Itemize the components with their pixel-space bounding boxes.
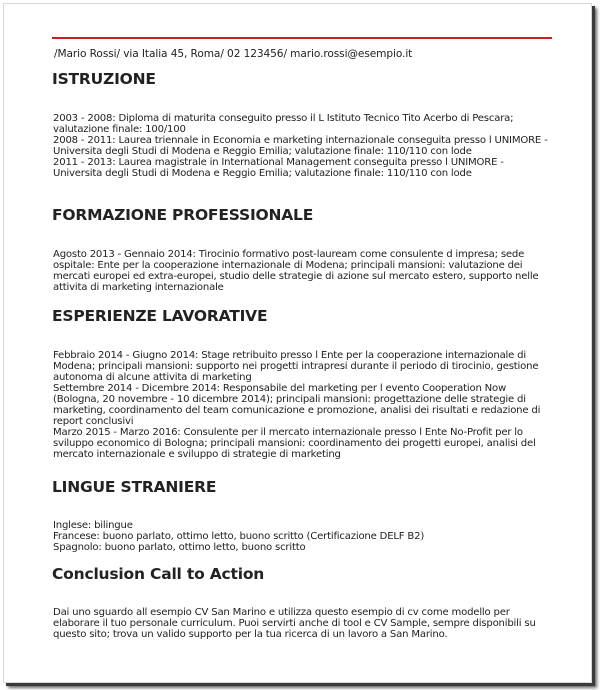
section-title-esperienze: ESPERIENZE LAVORATIVE <box>52 307 268 325</box>
language-entry: Francese: buono parlato, ottimo letto, buono scritto (Certificazione DELF B2) <box>53 531 425 542</box>
training-entry: Agosto 2013 - Gennaio 2014: Tirocinio formativo post-lauream come consulente d impresa; sede ospitale: Ente per la cooperazione internazionale di Modena; principali mansioni: valutazione dei mercati europei ed extra-europei, studio delle strategie di azione sul mercato estero, supporto nelle attivita di marketing internazionale <box>53 249 539 293</box>
section-title-formazione: FORMAZIONE PROFESSIONALE <box>52 206 314 224</box>
section-title-conclusion: Conclusion Call to Action <box>52 565 265 583</box>
section-body-formazione <box>53 249 553 293</box>
work-entry: Marzo 2015 - Marzo 2016: Consulente per il mercato internazionale presso l Ente No-Profit per lo sviluppo economico di Bologna; principali mansioni: coordinamento dei progetti europei, analisi del mercato internazionale e sviluppo di strategie di marketing <box>53 427 536 460</box>
header-divider <box>52 37 552 39</box>
work-entry: Settembre 2014 - Dicembre 2014: Responsabile del marketing per l evento Cooperation Now (Bologna, 20 novembre - 10 dicembre 2014); principali mansioni: progettazione delle strategie di marketing, coordinamento del team comunicazione e promozione, analisi dei risultati e redazione di report conclusivi <box>53 383 541 427</box>
section-body-esperienze <box>53 350 553 460</box>
work-entry: Febbraio 2014 - Giugno 2014: Stage retribuito presso l Ente per la cooperazione internazionale di Modena; principali mansioni: supporto nei progetti intrapresi durante il periodo di tirocinio, gestione autonoma di alcune attivita di marketing <box>53 350 539 383</box>
section-title-istruzione: ISTRUZIONE <box>52 70 156 88</box>
section-title-lingue: LINGUE STRANIERE <box>52 478 217 496</box>
section-body-istruzione <box>53 113 553 179</box>
education-entry: 2008 - 2011: Laurea triennale in Economia e marketing internazionale conseguita presso l UNIMORE - Universita degli Studi di Modena e Reggio Emilia; valutazione finale: 110/110 con lode <box>53 135 548 157</box>
education-entry: 2011 - 2013: Laurea magistrale in International Management conseguita presso l UNIMORE - Universita degli Studi di Modena e Reggio Emilia; valutazione finale: 110/110 con lode <box>53 157 504 179</box>
section-body-lingue <box>53 520 553 553</box>
contact-line: /Mario Rossi/ via Italia 45, Roma/ 02 123456/ mario.rossi@esempio.it <box>54 48 413 60</box>
section-body-conclusion <box>53 607 553 640</box>
education-entry: 2003 - 2008: Diploma di maturita conseguito presso il L Istituto Tecnico Tito Acerbo di Pescara; valutazione finale: 100/100 <box>53 113 514 135</box>
conclusion-paragraph: Dai uno sguardo all esempio CV San Marino e utilizza questo esempio di cv come modello per elaborare il tuo personale curriculum. Puoi servirti anche di tool e CV Sample, sempre disponibili su questo sito; trova un valido supporto per la tua ricerca di un lavoro a San Marino. <box>53 607 536 640</box>
language-entry: Spagnolo: buono parlato, ottimo letto, buono scritto <box>53 542 306 553</box>
language-entry: Inglese: bilingue <box>53 520 133 531</box>
